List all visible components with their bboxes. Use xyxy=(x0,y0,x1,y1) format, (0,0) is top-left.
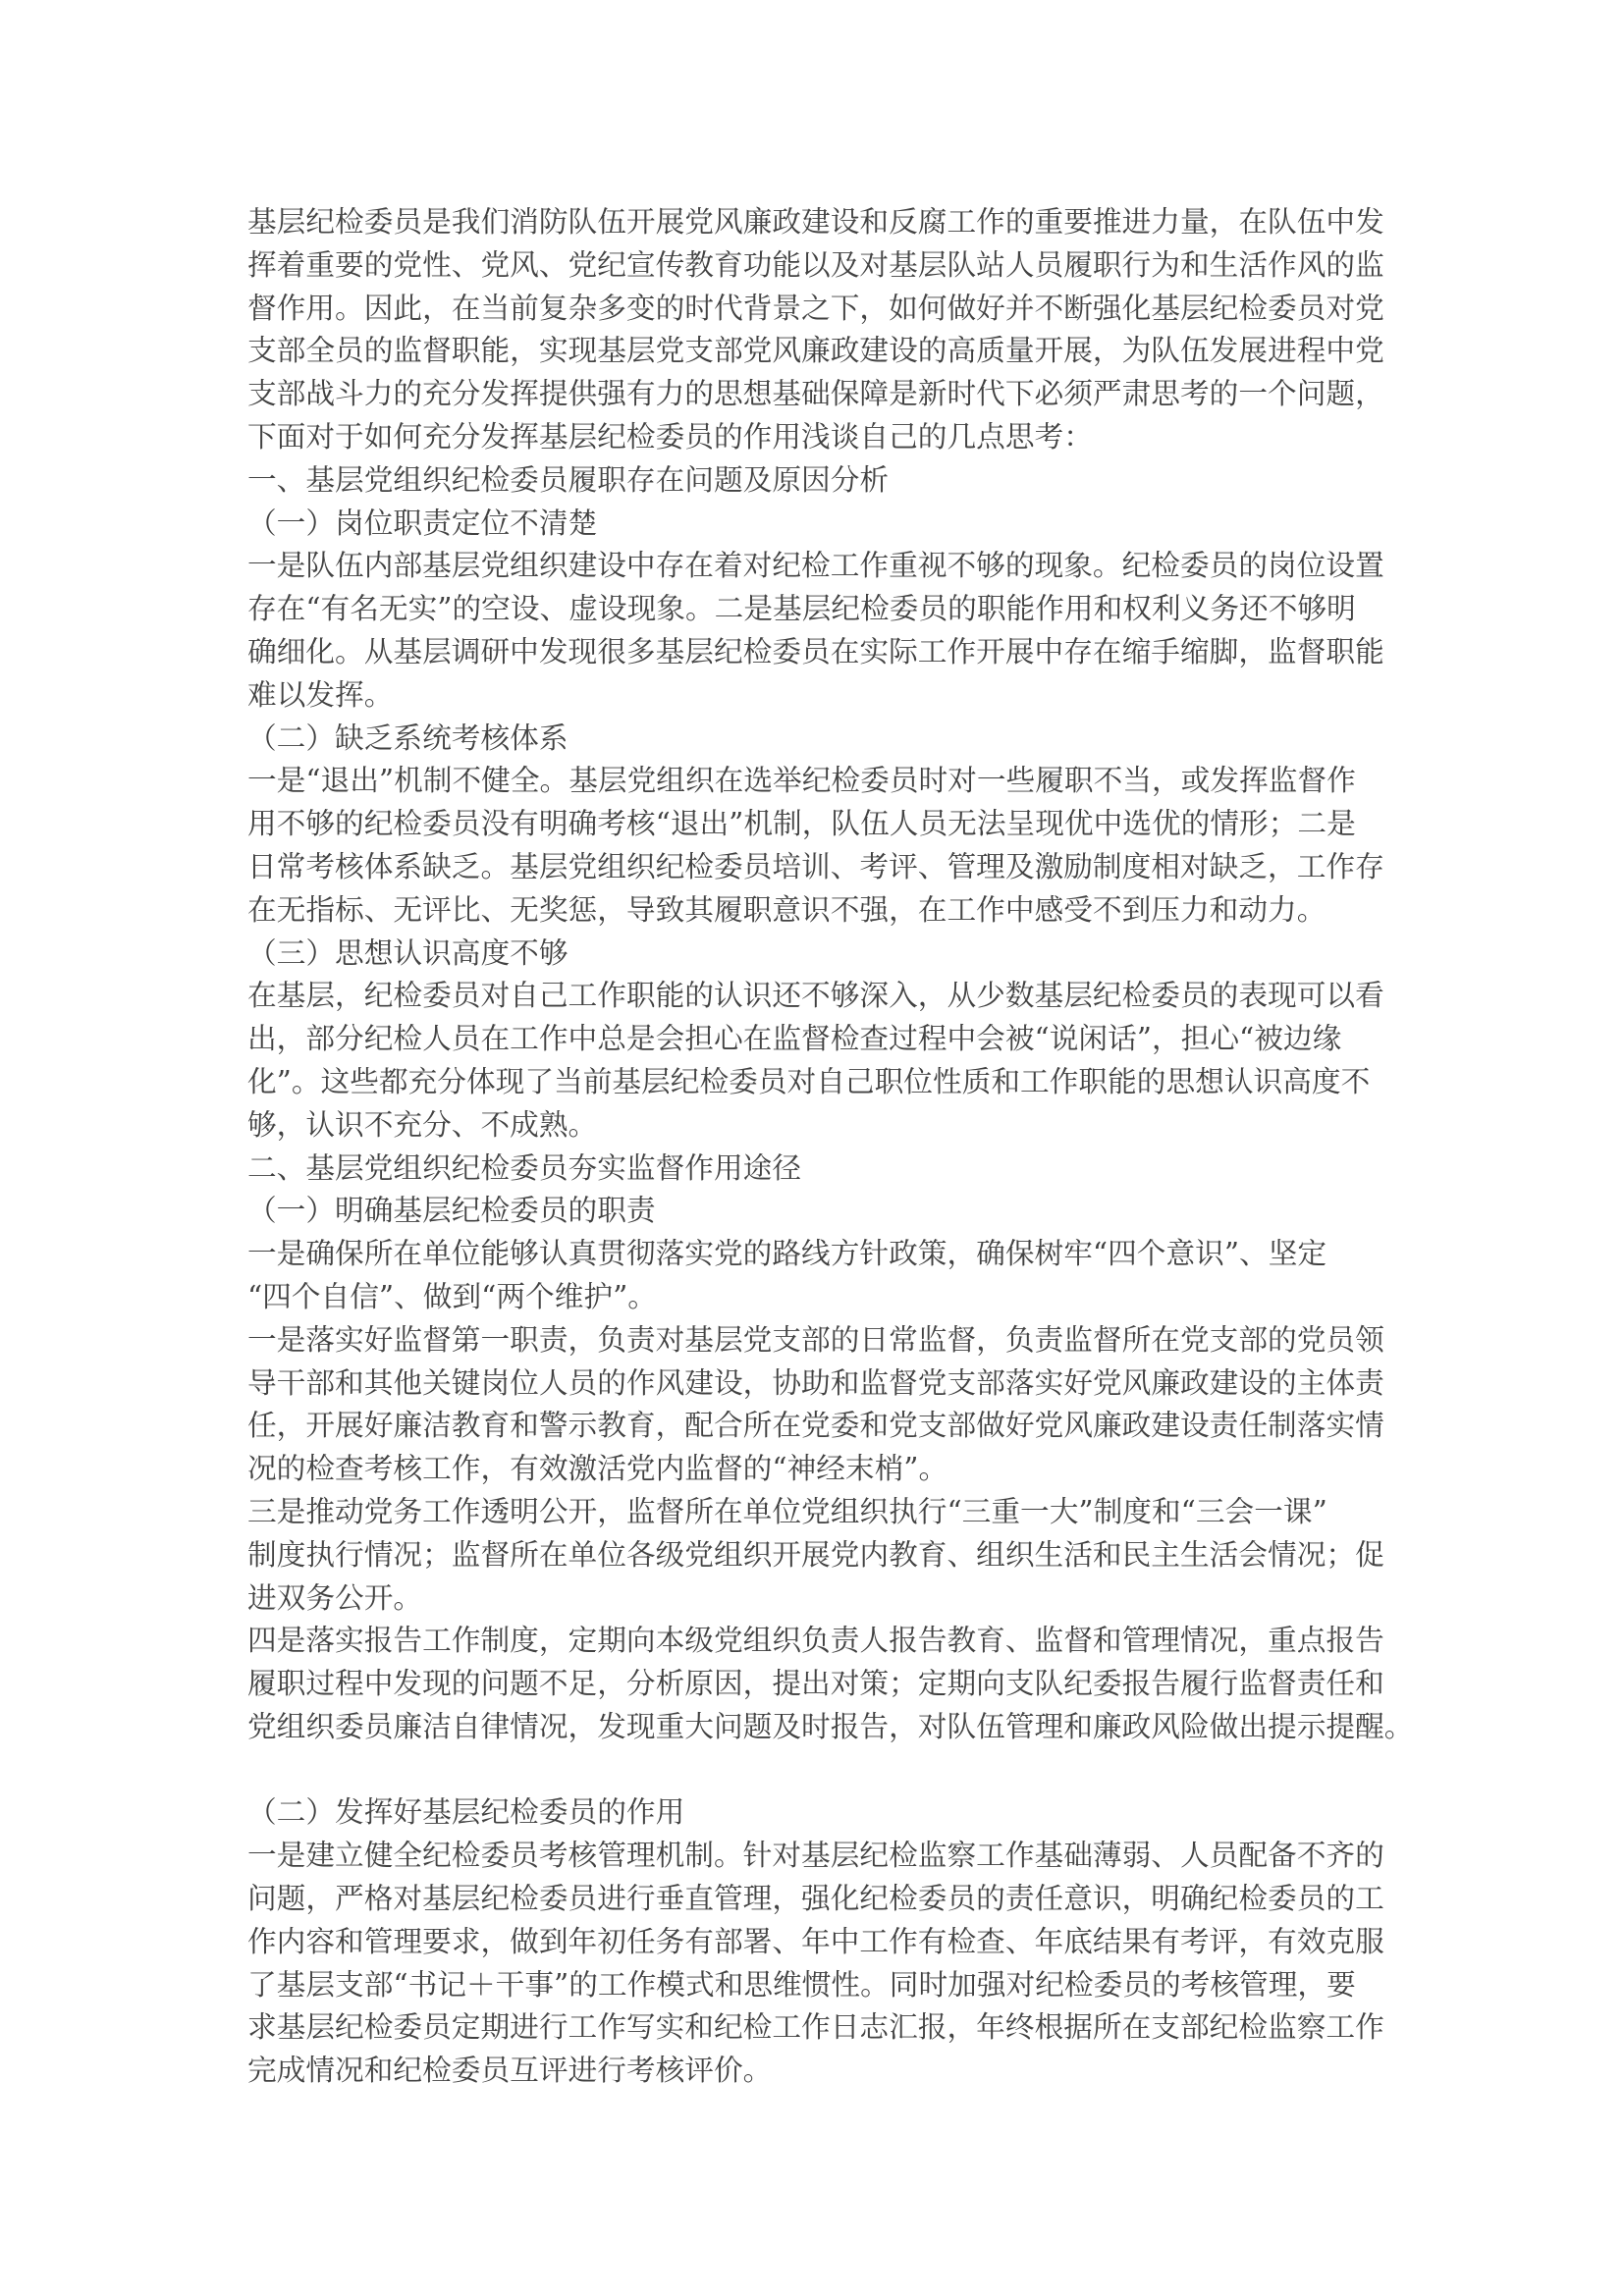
text-line: 了基层支部“书记＋干事”的工作模式和思维惯性。同时加强对纪检委员的考核管理，要 xyxy=(247,1967,1356,2002)
text-line: 支部战斗力的充分发挥提供强有力的思想基础保障是新时代下必须严肃思考的一个问题， xyxy=(247,377,1384,412)
text-line: 存在“有名无实”的空设、虚设现象。二是基层纪检委员的职能作用和权利义务还不够明 xyxy=(247,592,1356,627)
text-line: 一是队伍内部基层党组织建设中存在着对纪检工作重视不够的现象。纪检委员的岗位设置 xyxy=(247,549,1384,584)
text-line: 求基层纪检委员定期进行工作写实和纪检工作日志汇报，年终根据所在支部纪检监察工作 xyxy=(247,2010,1384,2046)
section-heading: 一、基层党组织纪检委员履职存在问题及原因分析 xyxy=(247,462,890,498)
text-line: 作内容和管理要求，做到年初任务有部署、年中工作有检查、年底结果有考评，有效克服 xyxy=(247,1924,1384,1959)
text-line: 出，部分纪检人员在工作中总是会担心在监督检查过程中会被“说闲话”，担心“被边缘 xyxy=(247,1022,1342,1057)
subsection-heading: （一）明确基层纪检委员的职责 xyxy=(247,1194,656,1229)
text-line: 三是推动党务工作透明公开，监督所在单位党组织执行“三重一大”制度和“三会一课” xyxy=(247,1494,1327,1529)
text-line: 导干部和其他关键岗位人员的作风建设，协助和监督党支部落实好党风廉政建设的主体责 xyxy=(247,1365,1384,1401)
text-line: 问题，严格对基层纪检委员进行垂直管理，强化纪检委员的责任意识，明确纪检委员的工 xyxy=(247,1882,1384,1917)
text-line: 一是确保所在单位能够认真贯彻落实党的路线方针政策，确保树牢“四个意识”、坚定 xyxy=(247,1237,1327,1272)
text-line: 在基层，纪检委员对自己工作职能的认识还不够深入，从少数基层纪检委员的表现可以看 xyxy=(247,979,1384,1014)
text-line: 够，认识不充分、不成熟。 xyxy=(247,1107,598,1143)
subsection-heading: （二）缺乏系统考核体系 xyxy=(247,721,568,756)
text-line: 支部全员的监督职能，实现基层党支部党风廉政建设的高质量开展，为队伍发展进程中党 xyxy=(247,334,1384,369)
text-line: 制度执行情况；监督所在单位各级党组织开展党内教育、组织生活和民主生活会情况；促 xyxy=(247,1537,1384,1573)
text-line: 任，开展好廉洁教育和警示教育，配合所在党委和党支部做好党风廉政建设责任制落实情 xyxy=(247,1409,1384,1444)
text-line: 况的检查考核工作，有效激活党内监督的“神经末梢”。 xyxy=(247,1452,948,1487)
text-line: 督作用。因此，在当前复杂多变的时代背景之下，如何做好并不断强化基层纪检委员对党 xyxy=(247,291,1384,326)
text-line: 确细化。从基层调研中发现很多基层纪检委员在实际工作开展中存在缩手缩脚，监督职能 xyxy=(247,634,1384,669)
text-line: 难以发挥。 xyxy=(247,677,394,713)
text-line: 在无指标、无评比、无奖惩，导致其履职意识不强，在工作中感受不到压力和动力。 xyxy=(247,892,1326,928)
text-line: 一是“退出”机制不健全。基层党组织在选举纪检委员时对一些履职不当，或发挥监督作 xyxy=(247,764,1356,799)
text-line: 四是落实报告工作制度，定期向本级党组织负责人报告教育、监督和管理情况，重点报告 xyxy=(247,1624,1384,1659)
text-line: 履职过程中发现的问题不足，分析原因，提出对策；定期向支队纪委报告履行监督责任和 xyxy=(247,1667,1384,1702)
text-line: 下面对于如何充分发挥基层纪检委员的作用浅谈自己的几点思考： xyxy=(247,419,1093,454)
text-line: 挥着重要的党性、党风、党纪宣传教育功能以及对基层队站人员履职行为和生活作风的监 xyxy=(247,247,1384,283)
text-line: 化”。这些都充分体现了当前基层纪检委员对自己职位性质和工作职能的思想认识高度不 xyxy=(247,1064,1371,1099)
blank-line xyxy=(247,1749,1388,1792)
text-line: 完成情况和纪检委员互评进行考核评价。 xyxy=(247,2054,773,2089)
text-line: 用不够的纪检委员没有明确考核“退出”机制，队伍人员无法呈现优中选优的情形；二是 xyxy=(247,807,1356,842)
subsection-heading: （一）岗位职责定位不清楚 xyxy=(247,506,598,541)
text-line: 进双务公开。 xyxy=(247,1580,423,1616)
text-line: 党组织委员廉洁自律情况，发现重大问题及时报告，对队伍管理和廉政风险做出提示提醒。 xyxy=(247,1709,1414,1744)
section-heading: 二、基层党组织纪检委员夯实监督作用途径 xyxy=(247,1150,802,1186)
text-line: 一是落实好监督第一职责，负责对基层党支部的日常监督，负责监督所在党支部的党员领 xyxy=(247,1322,1384,1358)
text-line: 一是建立健全纪检委员考核管理机制。针对基层纪检监察工作基础薄弱、人员配备不齐的 xyxy=(247,1839,1384,1874)
text-line: 基层纪检委员是我们消防队伍开展党风廉政建设和反腐工作的重要推进力量，在队伍中发 xyxy=(247,205,1384,240)
document-body-text xyxy=(247,201,1414,2093)
text-line: “四个自信”、做到“两个维护”。 xyxy=(247,1279,657,1314)
subsection-heading: （三）思想认识高度不够 xyxy=(247,935,568,971)
subsection-heading: （二）发挥好基层纪检委员的作用 xyxy=(247,1795,685,1831)
text-line: 日常考核体系缺乏。基层党组织纪检委员培训、考评、管理及激励制度相对缺乏，工作存 xyxy=(247,849,1384,884)
